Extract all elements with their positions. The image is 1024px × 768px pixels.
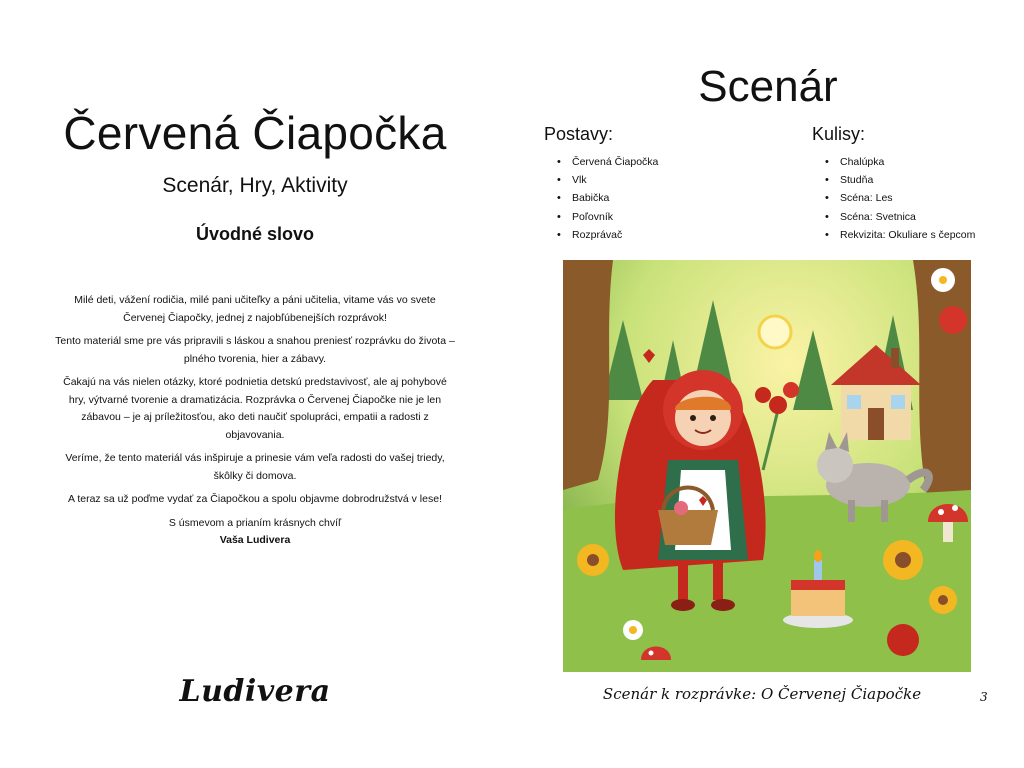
characters-column (544, 124, 774, 244)
sun-icon (759, 316, 791, 348)
characters-list (544, 153, 774, 244)
red-riding-hood-illustration (563, 260, 971, 672)
script-title: Scenár (698, 62, 838, 111)
list-item: • Babička (572, 189, 774, 207)
list-item: • Studňa (840, 171, 1022, 189)
signature (55, 515, 455, 550)
list-item: • Vlk (572, 171, 774, 189)
intro-paragraph: Milé deti, vážení rodičia, milé pani učiteľky a páni učitelia, vitame vás vo svete Červenej Čiapočky, jednej z najobľúbenejších rozprávok! (74, 294, 436, 324)
document-title: Červená Čiapočka (63, 107, 447, 159)
list-item: • Chalúpka (840, 153, 1022, 171)
illustration-svg (563, 260, 971, 672)
intro-paragraph: Čakajú na vás nielen otázky, ktoré podnietia detskú predstavivosť, ale aj pohybové hry, výtvarné tvorenie a dramatizácia. Rozprávka o Červenej Čiapočke nie je len zábavou – je aj príležitosťou, ako deti naučiť spolupráci, empatii a radosti z objavovania. (63, 376, 447, 441)
intro-text (55, 292, 455, 556)
signature-line: S úsmevom a prianím krásnych chvíľ (168, 516, 342, 529)
list-item: • Červená Čiapočka (572, 153, 774, 171)
list-item: • Rozprávač (572, 226, 774, 244)
right-page (512, 0, 1024, 768)
ludivera-logo: Ludivera (179, 674, 331, 709)
intro-paragraph: Veríme, že tento materiál vás inšpiruje a prinesie vám veľa radosti do vašej triedy, škôlky či domova. (65, 452, 445, 482)
intro-paragraph: A teraz sa už poďme vydať za Čiapočkou a spolu objavme dobrodružstvá v lese! (67, 493, 442, 505)
left-page (0, 0, 510, 768)
list-item: • Rekvizita: Okuliare s čepcom (840, 226, 1022, 244)
illustration-caption: Scenár k rozprávke: O Červenej Čiapočke (602, 685, 922, 703)
page-number: 3 (980, 690, 988, 704)
intro-paragraph: Tento materiál sme pre vás pripravili s láskou a snahou preniesť rozprávku do života – plného tvorenia, hier a zábavy. (55, 335, 455, 365)
sets-column (812, 124, 1022, 244)
list-item: • Scéna: Svetnica (840, 208, 1022, 226)
sets-list (812, 153, 1022, 244)
sets-heading: Kulisy: (812, 124, 866, 144)
list-item: • Scéna: Les (840, 189, 1022, 207)
characters-heading: Postavy: (544, 124, 614, 144)
document-subtitle: Scenár, Hry, Aktivity (162, 174, 348, 197)
intro-heading: Úvodné slovo (195, 224, 315, 244)
signature-name: Vaša Ludivera (219, 534, 291, 546)
list-item: • Poľovník (572, 208, 774, 226)
